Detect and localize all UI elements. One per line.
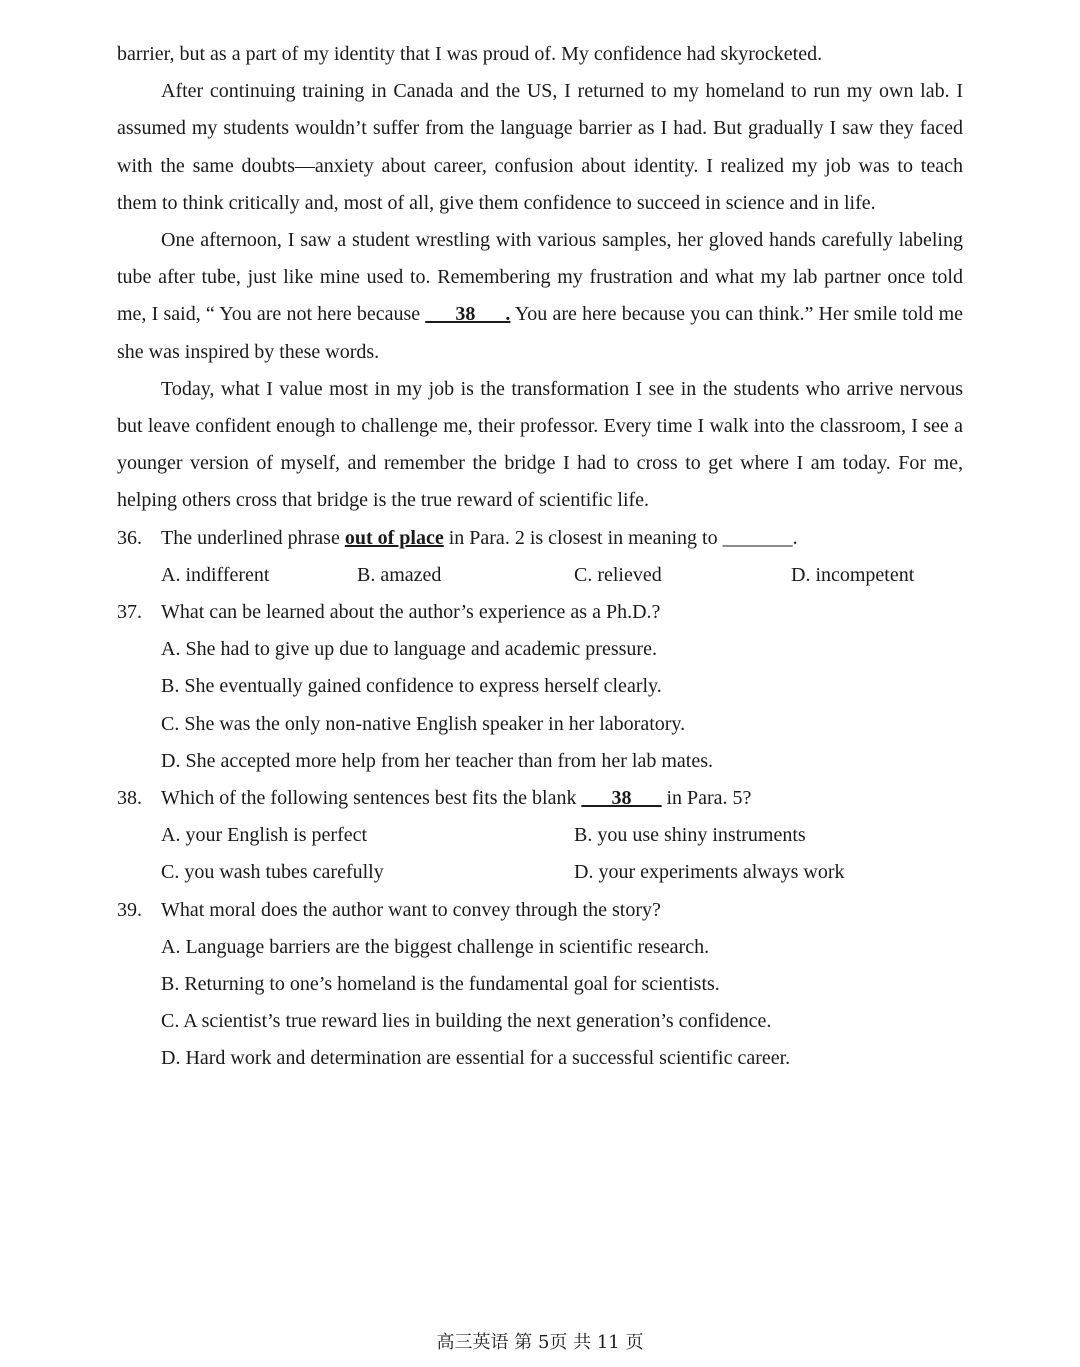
- question-38-option-b[interactable]: B. you use shiny instruments: [574, 824, 806, 847]
- question-36-option-b[interactable]: B. amazed: [357, 563, 442, 586]
- question-38-stem-before: Which of the following sentences best fits the blank: [161, 787, 582, 810]
- question-39-option-d[interactable]: D. Hard work and determination are essential for a successful scientific career.: [161, 1047, 791, 1070]
- question-36-option-c[interactable]: C. relieved: [574, 563, 662, 586]
- question-36-stem-after: in Para. 2 is closest in meaning to _______.: [443, 526, 798, 549]
- question-38-options-row-2: [117, 854, 963, 891]
- question-38-number: 38.: [117, 787, 142, 810]
- passage-blank-38: ___38___.: [425, 303, 511, 326]
- question-37-option-c[interactable]: C. She was the only non-native English speaker in her laboratory.: [161, 712, 686, 735]
- question-39-option-c[interactable]: C. A scientist’s true reward lies in building the next generation’s confidence.: [161, 1010, 772, 1033]
- question-36-underlined-phrase: out of place: [344, 526, 444, 549]
- question-37: [117, 594, 963, 631]
- question-39-option-b[interactable]: B. Returning to one’s homeland is the fundamental goal for scientists.: [161, 973, 720, 996]
- question-39-number: 39.: [117, 898, 142, 921]
- question-39-option-a[interactable]: A. Language barriers are the biggest challenge in scientific research.: [161, 935, 710, 958]
- passage-afternoon-text-after: You are here because you can think.” Her smile told me she was inspired by these words.: [117, 303, 964, 363]
- question-36-stem-before: The underlined phrase: [161, 526, 345, 549]
- question-38-option-c[interactable]: C. you wash tubes carefully: [161, 861, 384, 884]
- passage-paragraph-intro: barrier, but as a part of my identity that I was proud of. My confidence had skyrocketed.: [117, 43, 823, 65]
- question-38-option-a[interactable]: A. your English is perfect: [161, 824, 368, 847]
- question-37-option-d[interactable]: D. She accepted more help from her teacher than from her lab mates.: [161, 749, 713, 772]
- question-39: [117, 892, 963, 929]
- passage-afternoon-text-before: One afternoon, I saw a student wrestling with various samples, her gloved hands carefully labeling tube after tube, just like mine used to. Remembering my frustration and what my lab partner once told me, I said, “ You are not here because: [117, 229, 963, 326]
- question-37-number: 37.: [117, 601, 142, 624]
- page-footer: 高三英语 第 5页 共 11 页: [436, 1332, 644, 1353]
- question-36-option-a[interactable]: A. indifferent: [161, 563, 270, 586]
- passage-paragraph-afternoon: [117, 222, 963, 371]
- question-37-stem: What can be learned about the author’s experience as a Ph.D.?: [161, 601, 661, 624]
- question-36-number: 36.: [117, 526, 142, 549]
- question-38-options-row-1: [117, 817, 963, 854]
- document-page: [117, 36, 963, 1078]
- question-38-stem-after: in Para. 5?: [661, 787, 752, 810]
- question-38: [117, 780, 963, 817]
- question-38-blank: ___38___: [581, 787, 662, 810]
- passage-paragraph-today: Today, what I value most in my job is the transformation I see in the students who arrive nervous but leave confident enough to challenge me, their professor. Every time I walk into the classroom, I see a younger version of myself, and remember the bridge I had to cross to get where I am today. For me, helping others cross that bridge is the true reward of scientific life.: [117, 377, 963, 512]
- question-36-option-d[interactable]: D. incompetent: [791, 563, 915, 586]
- question-36: [117, 520, 963, 557]
- question-37-option-a[interactable]: A. She had to give up due to language and academic pressure.: [161, 638, 657, 661]
- question-37-option-b[interactable]: B. She eventually gained confidence to express herself clearly.: [161, 675, 662, 698]
- passage-paragraph-return: After continuing training in Canada and the US, I returned to my homeland to run my own lab. I assumed my students wouldn’t suffer from the language barrier as I had. But gradually I saw they faced with the same doubts—anxiety about career, confusion about identity. I realized my job was to teach them to think critically and, most of all, give them confidence to succeed in science and in life.: [117, 80, 963, 214]
- question-39-stem: What moral does the author want to convey through the story?: [161, 898, 661, 921]
- question-38-option-d[interactable]: D. your experiments always work: [574, 861, 845, 884]
- question-36-options: [117, 557, 963, 594]
